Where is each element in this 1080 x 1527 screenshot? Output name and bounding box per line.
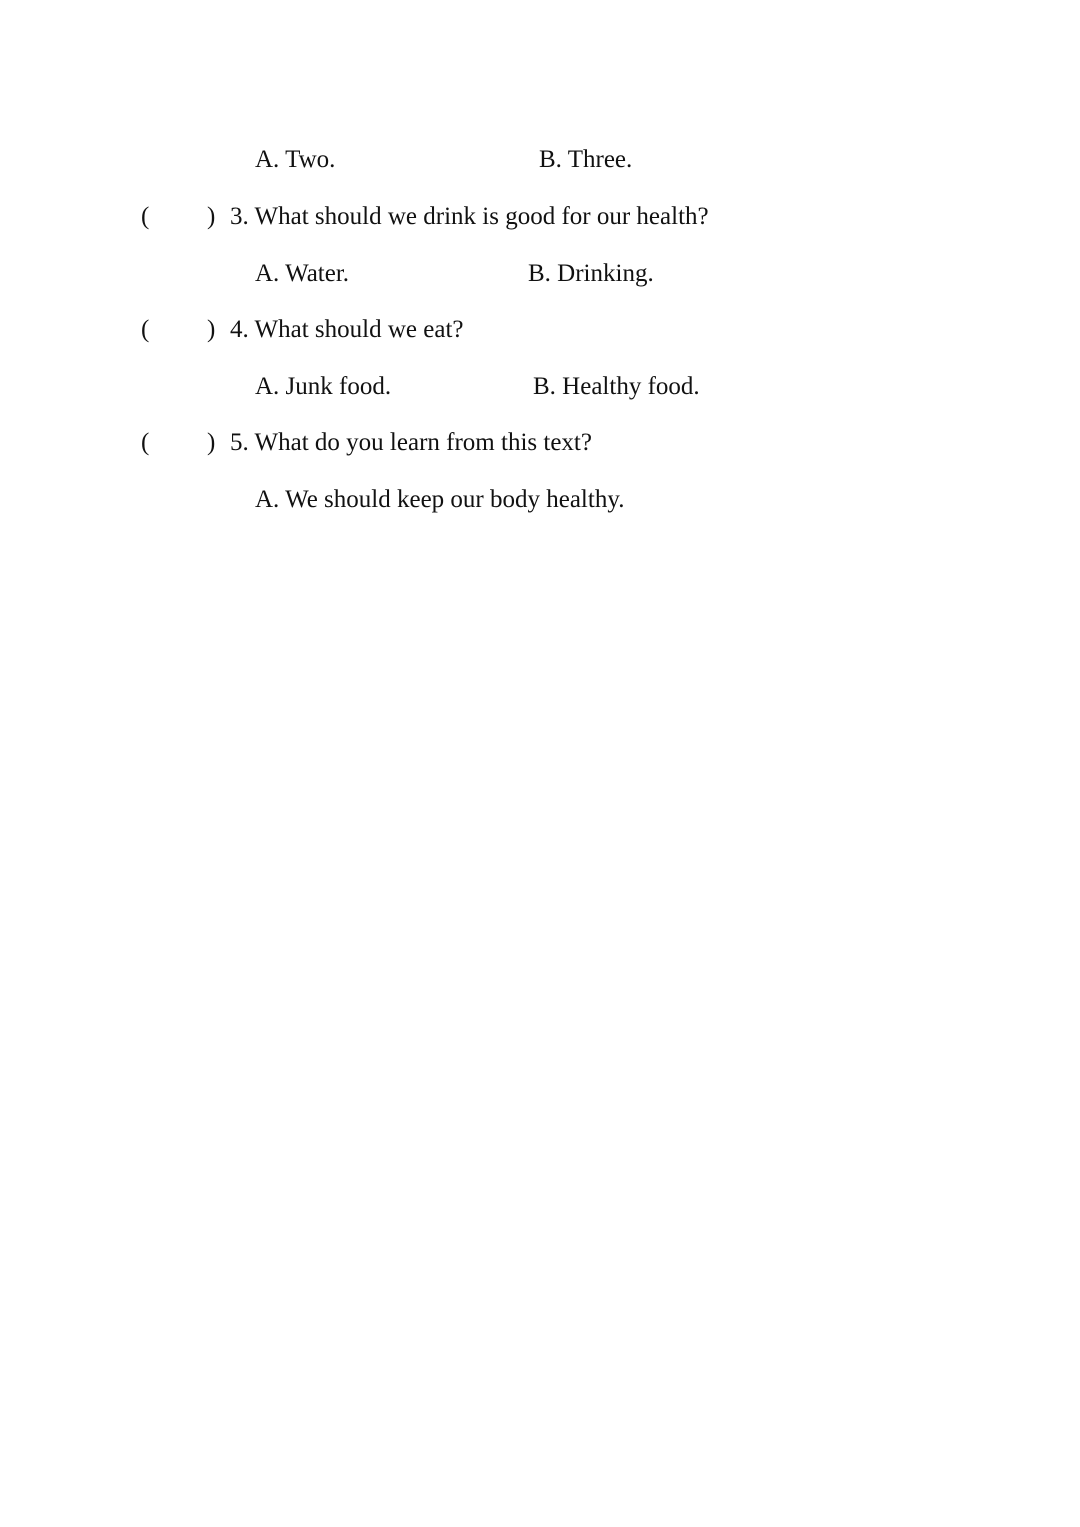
q3-answer-close-paren: ) (207, 203, 216, 230)
q3-question-text: 3. What should we drink is good for our health? (230, 203, 709, 230)
q3-option-a: A. Water. (255, 260, 350, 287)
q5-question-text: 5. What do you learn from this text? (230, 429, 592, 456)
q4-option-b: B. Healthy food. (533, 373, 700, 400)
q4-option-a: A. Junk food. (255, 373, 392, 400)
q2-option-a: A. Two. (255, 146, 336, 173)
q4-question-text: 4. What should we eat? (230, 316, 464, 343)
q5-answer-open-paren: ( (141, 429, 150, 456)
q4-answer-open-paren: ( (141, 316, 150, 343)
q4-answer-close-paren: ) (207, 316, 216, 343)
q3-option-b: B. Drinking. (528, 260, 654, 287)
q3-answer-open-paren: ( (141, 203, 150, 230)
q5-option-a: A. We should keep our body healthy. (255, 486, 625, 513)
q5-answer-close-paren: ) (207, 429, 216, 456)
q2-option-b: B. Three. (539, 146, 633, 173)
